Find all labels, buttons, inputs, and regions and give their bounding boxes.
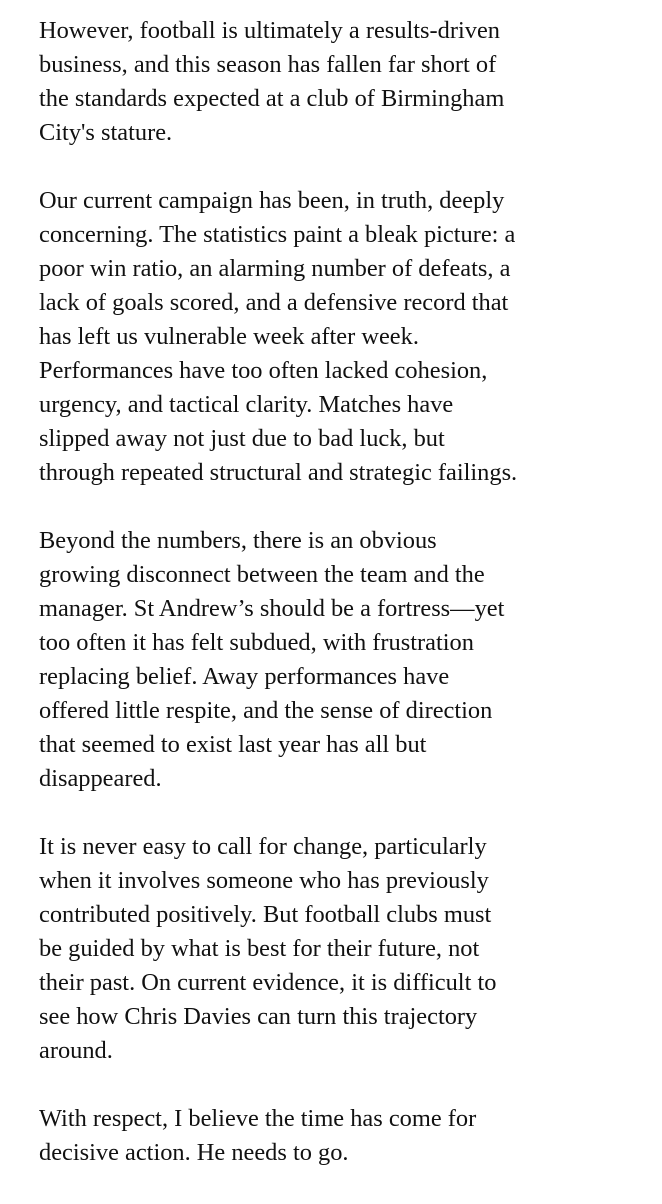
text-line: replacing belief. Away performances have xyxy=(39,663,450,690)
paragraph-season-standards xyxy=(39,14,651,150)
text-line: be guided by what is best for their future, not xyxy=(39,935,480,962)
text-line: Beyond the numbers, there is an obvious xyxy=(39,527,437,554)
text-line: urgency, and tactical clarity. Matches have xyxy=(39,391,454,418)
text-line: too often it has felt subdued, with frustration xyxy=(39,629,474,656)
text-line: With respect, I believe the time has come for xyxy=(39,1105,477,1132)
document-body xyxy=(39,14,651,1204)
text-line: lack of goals scored, and a defensive record that xyxy=(39,289,509,316)
text-line: business, and this season has fallen far short of xyxy=(39,51,497,78)
text-line: through repeated structural and strategic failings. xyxy=(39,459,518,486)
text-line: poor win ratio, an alarming number of defeats, a xyxy=(39,255,511,282)
text-line: manager. St Andrew’s should be a fortress—yet xyxy=(39,595,505,622)
text-line: their past. On current evidence, it is difficult to xyxy=(39,969,497,996)
paragraph-call-for-change xyxy=(39,830,651,1068)
text-line: Performances have too often lacked cohesion, xyxy=(39,357,488,384)
text-line: when it involves someone who has previously xyxy=(39,867,489,894)
text-line: decisive action. He needs to go. xyxy=(39,1139,349,1166)
paragraph-current-campaign xyxy=(39,184,651,490)
text-line: offered little respite, and the sense of direction xyxy=(39,697,493,724)
text-line: has left us vulnerable week after week. xyxy=(39,323,419,350)
paragraph-decisive-action xyxy=(39,1102,651,1170)
text-line: slipped away not just due to bad luck, but xyxy=(39,425,445,452)
text-line: growing disconnect between the team and the xyxy=(39,561,485,588)
paragraph-disconnect xyxy=(39,524,651,796)
text-line: the standards expected at a club of Birmingham xyxy=(39,85,505,112)
text-line: It is never easy to call for change, particularly xyxy=(39,833,487,860)
text-line: that seemed to exist last year has all but xyxy=(39,731,427,758)
text-line: disappeared. xyxy=(39,765,162,792)
text-line: However, football is ultimately a results-driven xyxy=(39,17,500,44)
text-line: see how Chris Davies can turn this trajectory xyxy=(39,1003,478,1030)
text-line: Our current campaign has been, in truth, deeply xyxy=(39,187,505,214)
text-line: contributed positively. But football clubs must xyxy=(39,901,492,928)
text-line: City's stature. xyxy=(39,119,173,146)
text-line: concerning. The statistics paint a bleak picture: a xyxy=(39,221,516,248)
text-line: around. xyxy=(39,1037,113,1064)
